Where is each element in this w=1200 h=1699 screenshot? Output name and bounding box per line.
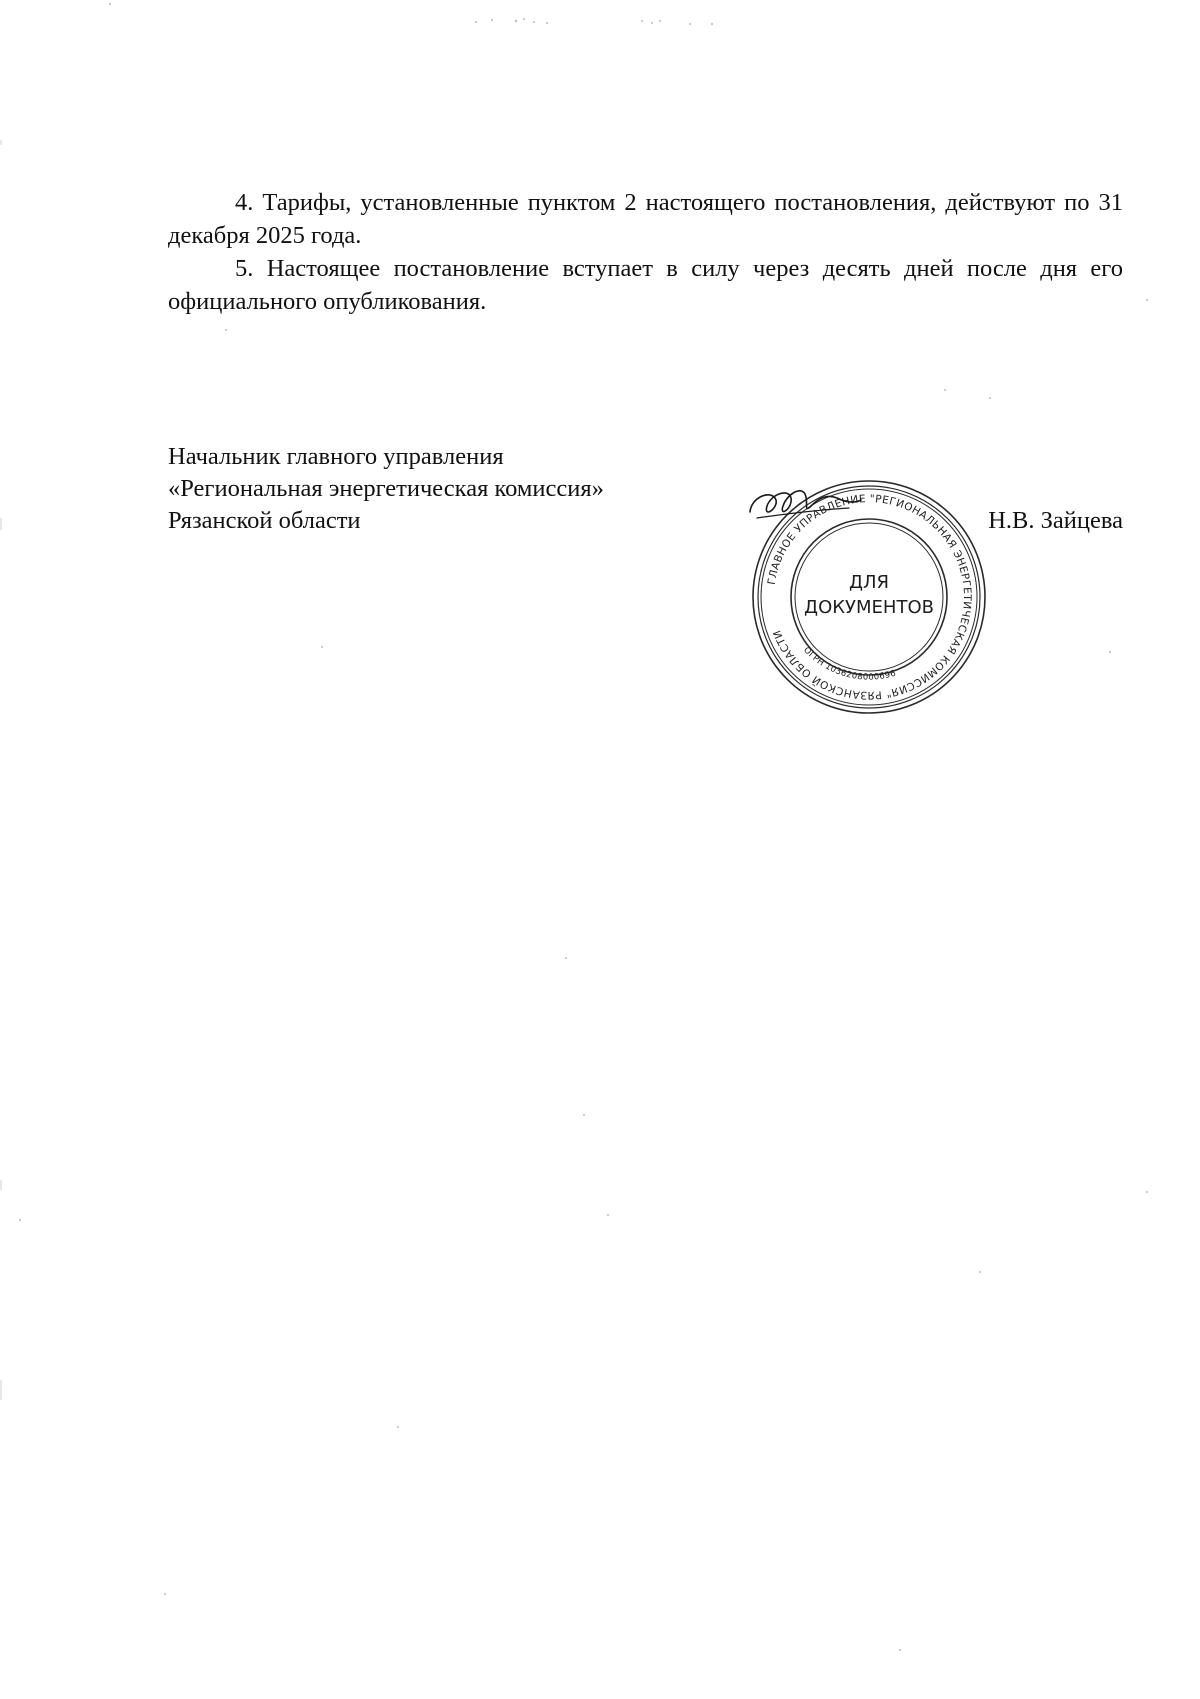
- paragraph-4: 4. Тарифы, установленные пунктом 2 настоящего постановления, действуют по 31 декабря 2025 года.: [168, 189, 1123, 249]
- stamp-ogrn-text: ОГРН 1036208000696: [801, 645, 898, 683]
- signer-position-line-2: «Региональная энергетическая комиссия»: [168, 475, 604, 502]
- body-text: [168, 186, 1123, 318]
- signer-name: Н.В. Зайцева: [988, 507, 1123, 534]
- signer-position-line-3: Рязанской области: [168, 507, 361, 534]
- stamp-center-line-2: ДОКУМЕНТОВ: [804, 597, 934, 618]
- stamp-ring-text: ГЛАВНОЕ УПРАВЛЕНИЕ "РЕГИОНАЛЬНАЯ ЭНЕРГЕТИЧЕСКАЯ КОМИССИЯ" РЯЗАНСКОЙ ОБЛАСТИ: [765, 492, 974, 702]
- stamp-center-line-1: ДЛЯ: [848, 572, 890, 593]
- paragraph-5: 5. Настоящее постановление вступает в силу через десять дней после дня его официального опубликования.: [168, 255, 1123, 315]
- signer-position-line-1: Начальник главного управления: [168, 443, 504, 470]
- handwritten-signature: [745, 484, 865, 539]
